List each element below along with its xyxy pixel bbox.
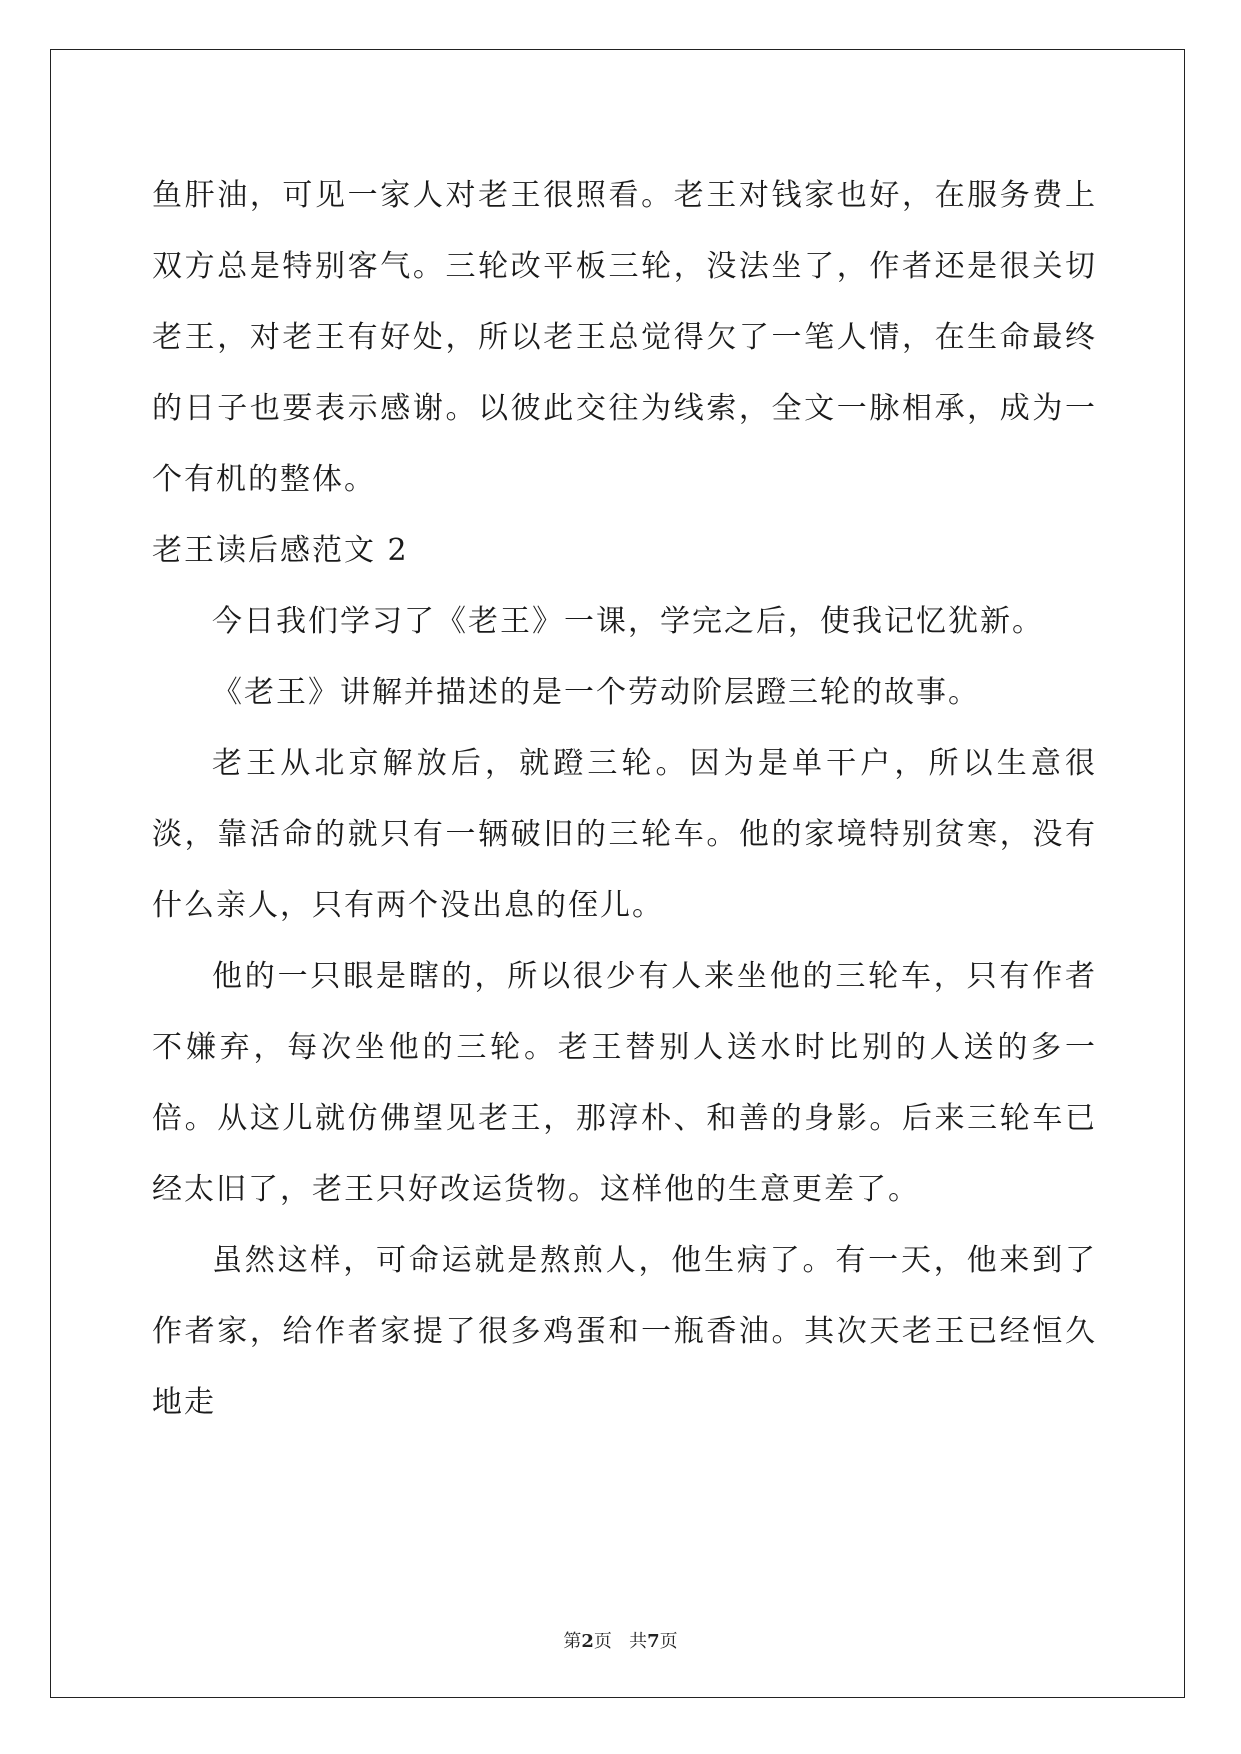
continuation-paragraph: 鱼肝油，可见一家人对老王很照看。老王对钱家也好，在服务费上双方总是特别客气。三轮改平板三轮，没法坐了，作者还是很关切老王，对老王有好处，所以老王总觉得欠了一笔人情，在生命最终的日子也要表示感谢。以彼此交往为线索，全文一脉相承，成为一个有机的整体。 — [152, 178, 1097, 497]
document-body — [152, 160, 1097, 1438]
paragraph-3: 老王从北京解放后，就蹬三轮。因为是单干户，所以生意很淡，靠活命的就只有一辆破旧的三轮车。他的家境特别贫寒，没有什么亲人，只有两个没出息的侄儿。 — [152, 746, 1097, 923]
section-heading: 老王读后感范文 2 — [152, 533, 409, 568]
paragraph-4: 他的一只眼是瞎的，所以很少有人来坐他的三轮车，只有作者不嫌弃，每次坐他的三轮。老王替别人送水时比别的人送的多一倍。从这儿就仿佛望见老王，那淳朴、和善的身影。后来三轮车已经太旧了，老王只好改运货物。这样他的生意更差了。 — [152, 959, 1097, 1207]
total-suffix: 页 — [659, 1631, 678, 1652]
paragraph-5: 虽然这样，可命运就是熬煎人，他生病了。有一天，他来到了作者家，给作者家提了很多鸡蛋和一瓶香油。其次天老王已经恒久地走 — [152, 1243, 1097, 1420]
page-suffix: 页 — [593, 1631, 612, 1652]
page-number: 2 — [581, 1631, 594, 1652]
page-prefix: 第 — [563, 1631, 582, 1652]
page-footer — [0, 1627, 1241, 1653]
paragraph-2: 《老王》讲解并描述的是一个劳动阶层蹬三轮的故事。 — [212, 675, 980, 710]
paragraph-1: 今日我们学习了《老王》一课，学完之后，使我记忆犹新。 — [212, 604, 1044, 639]
total-prefix: 共 — [629, 1631, 648, 1652]
total-pages: 7 — [647, 1631, 660, 1652]
